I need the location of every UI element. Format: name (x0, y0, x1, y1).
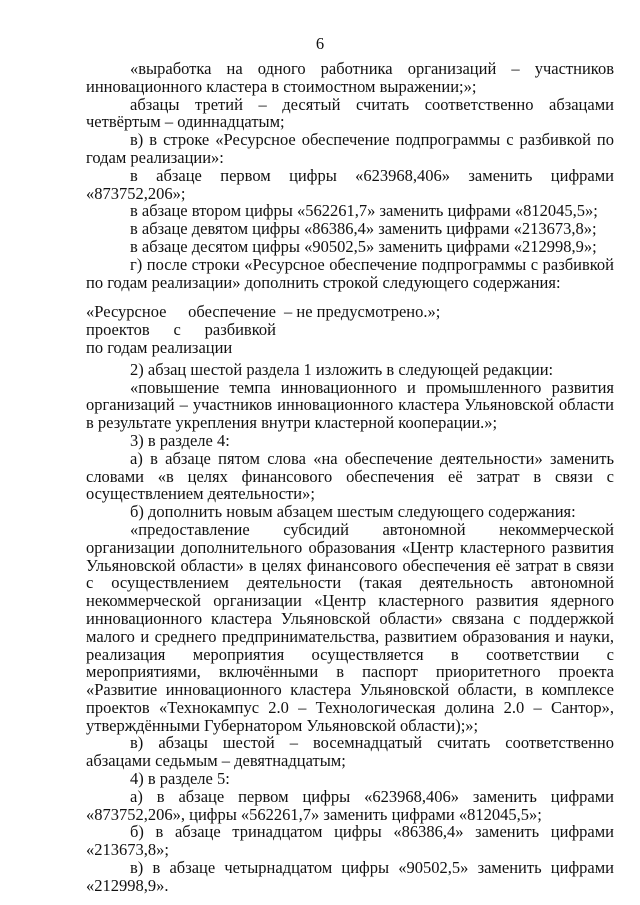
document-body (86, 60, 614, 895)
paragraph-7: в абзаце десятом цифры «90502,5» заменить цифрами «212998,9»; (130, 236, 597, 256)
paragraph-4: в абзаце первом цифры «623968,406» заменить цифрами «873752,206»; (86, 165, 614, 203)
paragraph-8: г) после строки «Ресурсное обеспечение подпрограммы с разбивкой по годам реализации» дополнить строкой следующего содержания: (86, 254, 614, 292)
paragraph-5: в абзаце втором цифры «562261,7» заменить цифрами «812045,5»; (130, 201, 598, 221)
paragraph-1: «выработка на одного работника организаций – участников инновационного кластера в стоимостном выражении;»; (86, 59, 614, 96)
paragraph-11: 3) в разделе 4: (130, 430, 230, 450)
page-number: 6 (315, 34, 325, 53)
table-row-value: – не предусмотрено.»; (284, 302, 441, 322)
paragraph-18: б) в абзаце тринадцатом цифры «86386,4» заменить цифрами «213673,8»; (86, 822, 614, 860)
paragraph-19: в) в абзаце четырнадцатом цифры «90502,5» заменить цифрами «212998,9». (86, 858, 614, 895)
paragraph-15: в) абзацы шестой – восемнадцатый считать соответственно абзацами седьмым – девятнадцатым; (86, 733, 614, 771)
paragraph-16: 4) в разделе 5: (130, 769, 230, 789)
paragraph-17: а) в абзаце первом цифры «623968,406» заменить цифрами «873752,206», цифры «562261,7» заменить цифрами «812045,5»; (86, 786, 614, 824)
paragraph-12: а) в абзаце пятом слова «на обеспечение деятельности» заменить словами «в целях финансового обеспечения её затрат в связи с осуществлением деятельности»; (86, 448, 614, 504)
table-row-label (86, 303, 284, 356)
table-row-label-line-2: по годам реализации (86, 337, 233, 357)
paragraph-3: в) в строке «Ресурсное обеспечение подпрограммы с разбивкой по годам реализации»: (86, 130, 614, 167)
paragraph-9: 2) абзац шестой раздела 1 изложить в следующей редакции: (130, 359, 554, 379)
table-row-label-line-1: «Ресурсное обеспечение проектов с разбивкой (86, 302, 276, 340)
paragraph-13: б) дополнить новым абзацем шестым следующего содержания: (130, 502, 576, 522)
inserted-table-row (86, 303, 614, 356)
paragraph-6: в абзаце девятом цифры «86386,4» заменить цифрами «213673,8»; (130, 219, 597, 239)
paragraph-2: абзацы третий – десятый считать соответственно абзацами четвёртым – одиннадцатым; (86, 94, 614, 132)
paragraph-14: «предоставление субсидий автономной некоммерческой организации дополнительного образования «Центр кластерного развития Ульяновской области» в целях финансового обеспечения её затрат в связи с осуществлением деятельности (такая деятельность автономной некоммерческой организации «Центр кластерного развития ядерного инновационного кластера Ульяновской области» связана с поддержкой малого и среднего предпринимательства, развитием образования и науки, реализация мероприятия осуществляется в соответствии с мероприятиями, включёнными в паспорт приоритетного проекта «Развитие инновационного кластера Ульяновской области, в комплексе проектов «Технокампус 2.0 – Технологическая долина 2.0 – Сантор», утверждёнными Губернатором Ульяновской области);»; (86, 519, 614, 735)
paragraph-10: «повышение темпа инновационного и промышленного развития организаций – участников инновационного кластера Ульяновской области в результате укрепления внутри кластерной кооперации.»; (86, 377, 614, 433)
